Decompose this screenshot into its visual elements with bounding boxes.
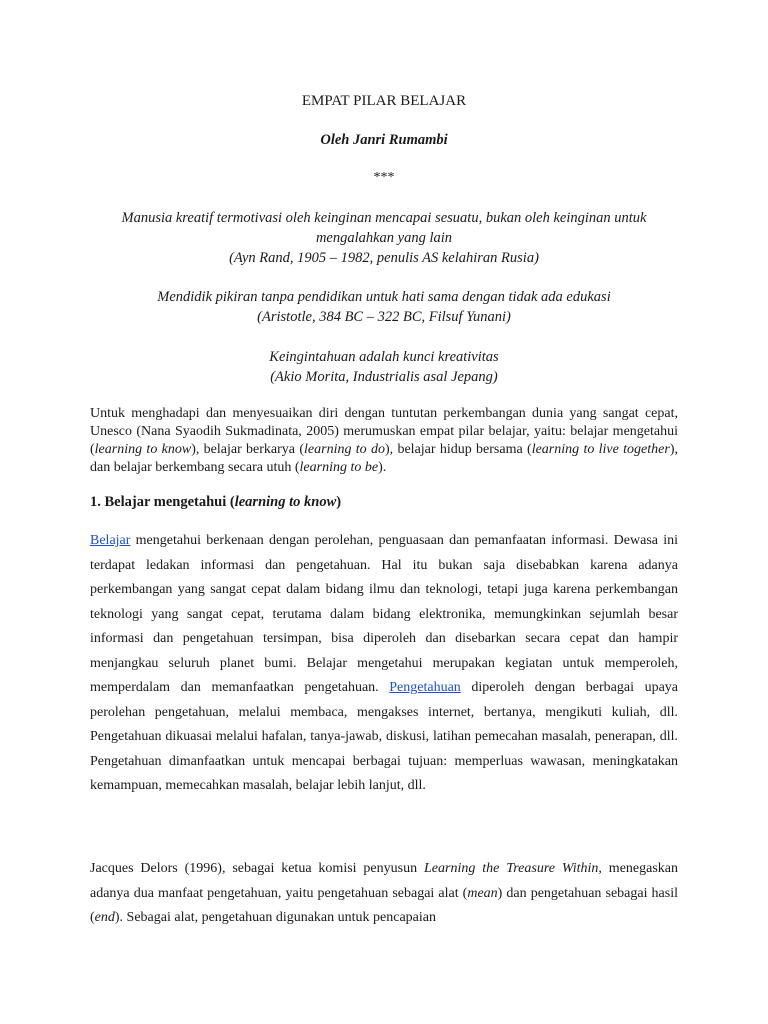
quote-source: (Aristotle, 384 BC – 322 BC, Filsuf Yunani) bbox=[257, 309, 511, 325]
link-pengetahuan[interactable]: Pengetahuan bbox=[389, 680, 461, 695]
text-run: ) dan pengetahuan sebagai hasil ( bbox=[90, 885, 678, 925]
text-run: mengetahui berkenaan dengan perolehan, penguasaan dan pemanfaatan informasi. Dewasa ini terdapat ledakan informasi dan pengetahuan. Hal itu bukan saja disebabkan karena adanya perkembangan yang sangat cepat dalam bidang ilmu dan teknologi, tetapi juga karena perkembangan teknologi yang sangat cepat, terutama dalam bidang elektronika, memungkinkan sejumlah besar informasi dan pengetahuan tersimpan, bisa diperoleh dan disebarkan secara cepat dan hampir menjangkau seluruh planet bumi. Belajar mengetahui merupakan kegiatan untuk memperoleh, memperdalam dan memanfaatkan pengetahuan. bbox=[90, 533, 678, 695]
quote-block bbox=[90, 208, 678, 268]
body-paragraph bbox=[90, 529, 678, 799]
text-run: ), dan belajar berkembang secara utuh ( bbox=[90, 442, 678, 475]
quote-text: Manusia kreatif termotivasi oleh keinginan mencapai sesuatu, bukan oleh keinginan untuk mengalahkan yang lain bbox=[121, 210, 647, 246]
text-run: diperoleh dengan berbagai upaya perolehan pengetahuan, melalui membaca, mengakses internet, bertanya, mengikuti kuliah, dll. Pengetahuan dikuasai melalui hafalan, tanya-jawab, diskusi, latihan pemecahan masalah, penerapan, dll. Pengetahuan dimanfaatkan untuk mencapai berbagai tujuan: memperluas wawasan, meningkatakan kemampuan, memecahkan masalah, belajar lebih lanjut, dll. bbox=[90, 680, 679, 793]
quote-source: (Akio Morita, Industrialis asal Jepang) bbox=[270, 369, 498, 385]
italic-term: learning to know bbox=[94, 442, 192, 457]
body-paragraph bbox=[90, 857, 678, 931]
heading-text: 1. Belajar mengetahui ( bbox=[90, 494, 235, 510]
quote-source: (Ayn Rand, 1905 – 1982, penulis AS kelahiran Rusia) bbox=[229, 250, 539, 266]
page-title: EMPAT PILAR BELAJAR bbox=[301, 93, 467, 109]
intro-paragraph bbox=[90, 405, 678, 477]
italic-term: learning to do bbox=[304, 442, 385, 457]
italic-term: learning to be bbox=[299, 460, 379, 475]
text-run: ). Sebagai alat, pengetahuan digunakan untuk pencapaian bbox=[114, 910, 436, 925]
text-run: Untuk menghadapi dan menyesuaikan diri dengan tuntutan perkembangan dunia yang sangat cepat, Unesco (Nana Syaodih Sukmadinata, 2005) merumuskan empat pilar belajar, yaitu: belajar mengetahui ( bbox=[90, 406, 678, 457]
text-run: ). bbox=[378, 460, 387, 475]
italic-term: mean bbox=[467, 885, 498, 901]
text-run: ), belajar berkarya ( bbox=[191, 442, 305, 457]
italic-term: learning to live together bbox=[531, 442, 670, 457]
author-line: Oleh Janri Rumambi bbox=[320, 132, 448, 148]
heading-text: ) bbox=[336, 494, 342, 510]
quote-text: Keingintahuan adalah kunci kreativitas bbox=[269, 349, 499, 365]
text-run: , menegaskan adanya dua manfaat pengetahuan, yaitu pengetahuan sebagai alat ( bbox=[90, 861, 679, 901]
quote-block bbox=[90, 287, 678, 327]
quote-text: Mendidik pikiran tanpa pendidikan untuk hati sama dengan tidak ada edukasi bbox=[157, 289, 611, 305]
section-heading bbox=[90, 494, 341, 511]
italic-term: Learning the Treasure Within bbox=[424, 861, 599, 876]
heading-italic: learning to know bbox=[234, 494, 337, 510]
quote-block bbox=[90, 347, 678, 387]
italic-term: end bbox=[94, 910, 115, 925]
text-run: Jacques Delors (1996), sebagai ketua komisi penyusun bbox=[90, 861, 424, 876]
text-run: ), belajar hidup bersama ( bbox=[384, 442, 532, 457]
separator: *** bbox=[373, 170, 395, 185]
link-belajar[interactable]: Belajar bbox=[90, 533, 131, 548]
